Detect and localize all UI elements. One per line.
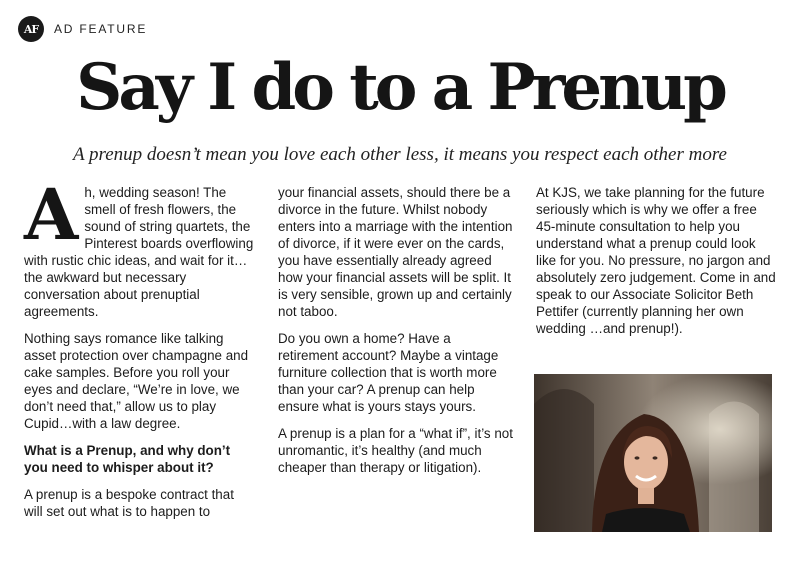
ad-feature-tag: AD FEATURE <box>54 22 148 36</box>
publication-logo: AF <box>18 16 44 42</box>
portrait-illustration <box>534 374 772 532</box>
paragraph-definition-start: A prenup is a bespoke contract that will set out what is to happen to <box>24 487 234 519</box>
paragraph-what-if: A prenup is a plan for a “what if”, it’s not unromantic, it’s healthy (and much cheaper than therapy or litigation). <box>278 426 513 475</box>
paragraph-romance: Nothing says romance like talking asset protection over champagne and cake samples. Before you roll your eyes and declare, “We’re in love, we don’t need that,” allow us to play Cupid…with a law degree. <box>24 331 249 431</box>
paragraph-consultation: At KJS, we take planning for the future seriously which is why we offer a free 45-minute consultation to help you understand what a prenup could look like for you. No pressure, no jargon and absolutely zero judgement. Come in and speak to our Associate Solicitor Beth Pettifer (currently planning her own wedding …and prenup!). <box>536 185 776 336</box>
solicitor-photo <box>534 374 772 532</box>
column-1 <box>24 173 256 530</box>
article-subtitle: A prenup doesn’t mean you love each other less, it means you respect each other more <box>73 144 727 165</box>
intro-paragraph <box>24 173 256 320</box>
drop-cap: A <box>24 173 79 256</box>
paragraph-assets: Do you own a home? Have a retirement account? Maybe a vintage furniture collection that is worth more than your car? A prenup can help ensure what is yours stays yours. <box>278 331 499 414</box>
intro-text: h, wedding season! The smell of fresh flowers, the sound of string quartets, the Pinterest boards overflowing with rustic chic ideas, and wait for it…the awkward but necessary conversation about prenuptial agreements. <box>24 185 254 319</box>
paragraph-definition-cont: your financial assets, should there be a divorce in the future. Whilst nobody enters into a marriage with the intention of divorce, if it were ever on the cards, you have essentially already agreed how your financial assets will be split. It is very sensible, grown up and certainly not taboo. <box>278 185 513 319</box>
column-2 <box>278 184 514 486</box>
feature-header <box>18 16 147 42</box>
article-title: Say I do to a Prenup <box>76 50 724 125</box>
section-heading: What is a Prenup, and why don’t you need to whisper about it? <box>24 443 231 475</box>
column-3 <box>536 184 776 347</box>
